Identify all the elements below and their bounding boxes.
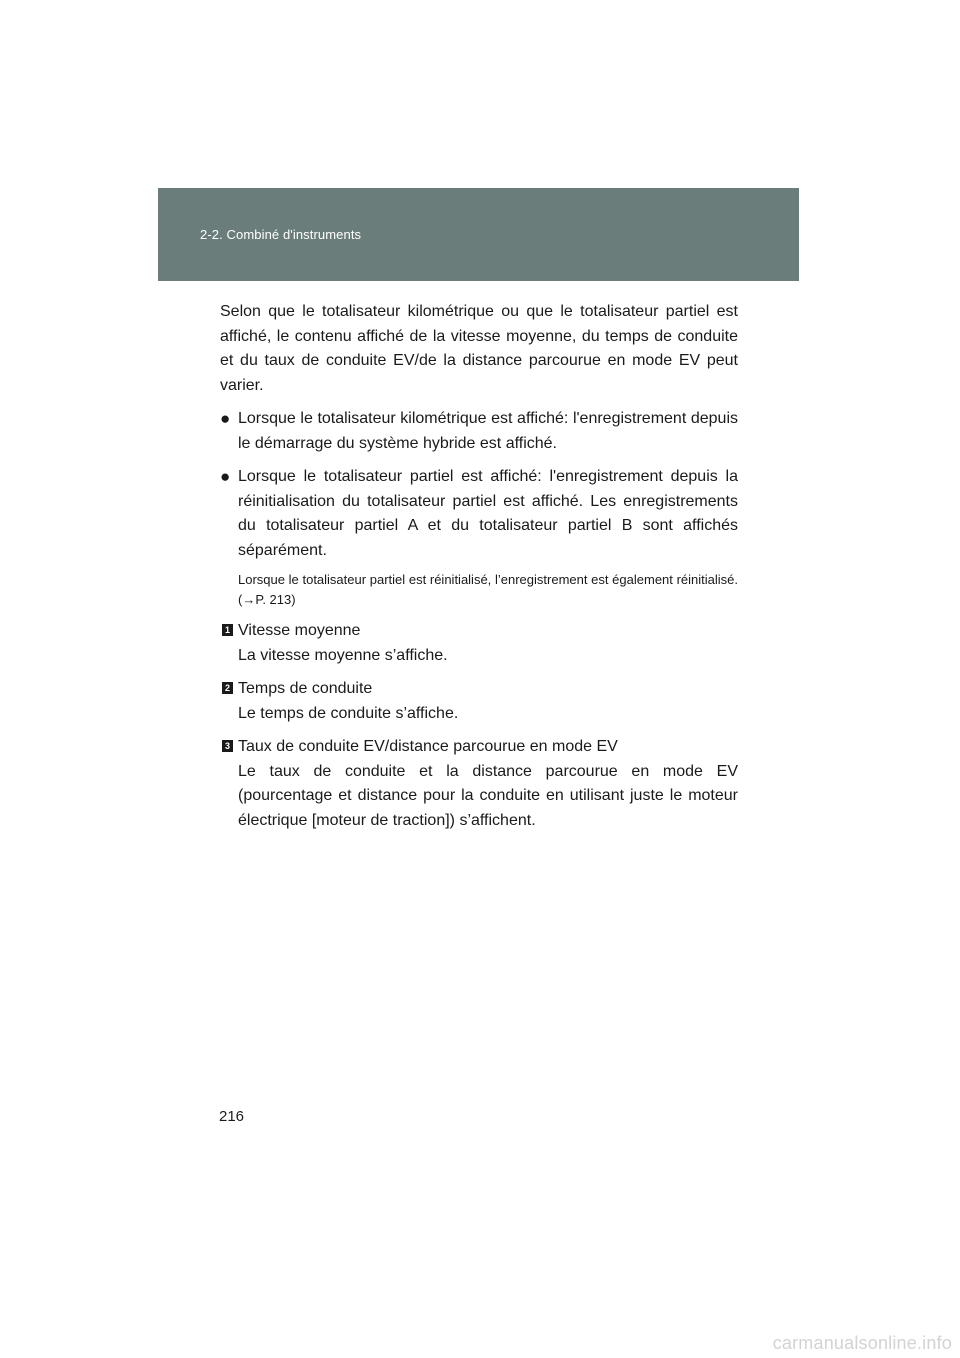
number-badge: 1 xyxy=(222,624,233,636)
bullet-item xyxy=(220,465,738,563)
intro-paragraph: Selon que le totalisateur kilométrique ou que le totalisateur partiel est affiché, le contenu affiché de la vitesse moyenne, du temps de conduite et du taux de conduite EV/de la distance parcourue en mode EV peut varier. xyxy=(220,303,738,394)
watermark-link[interactable]: carmanualsonline.info xyxy=(772,1333,952,1353)
numbered-item xyxy=(220,619,738,668)
number-badge: 3 xyxy=(222,740,233,752)
bullet-dot-icon: ● xyxy=(220,409,231,428)
numbered-item xyxy=(220,735,738,833)
item-description: Le temps de conduite s’affiche. xyxy=(238,704,459,722)
section-header-band xyxy=(158,188,799,281)
bullet-text: Lorsque le totalisateur kilométrique est affiché: l'enregistrement depuis le démarrage du système hybride est affiché. xyxy=(238,410,738,452)
numbered-item xyxy=(220,677,738,726)
reset-note: Lorsque le totalisateur partiel est réinitialisé, l’enregistrement est également réinitialisé. (→P. 213) xyxy=(238,572,738,607)
item-title: Taux de conduite EV/distance parcourue en mode EV xyxy=(238,738,618,755)
item-title: Temps de conduite xyxy=(238,680,373,697)
bullet-item xyxy=(220,407,738,456)
number-badge: 2 xyxy=(222,682,233,694)
section-title: 2-2. Combiné d'instruments xyxy=(200,227,362,242)
page-content xyxy=(220,300,738,842)
bullet-text: Lorsque le totalisateur partiel est affiché: l'enregistrement depuis la réinitialisation du totalisateur partiel est affiché. Les enregistrements du totalisateur partiel A et du totalisateur partiel B sont affichés séparément. xyxy=(238,468,738,559)
item-description: Le taux de conduite et la distance parcourue en mode EV (pourcentage et distance pour la conduite en utilisant juste le moteur électrique [moteur de traction]) s’affichent. xyxy=(238,762,738,829)
item-title: Vitesse moyenne xyxy=(238,622,361,639)
page-number: 216 xyxy=(219,1108,245,1125)
bullet-dot-icon: ● xyxy=(220,467,231,486)
item-description: La vitesse moyenne s’affiche. xyxy=(238,646,448,664)
